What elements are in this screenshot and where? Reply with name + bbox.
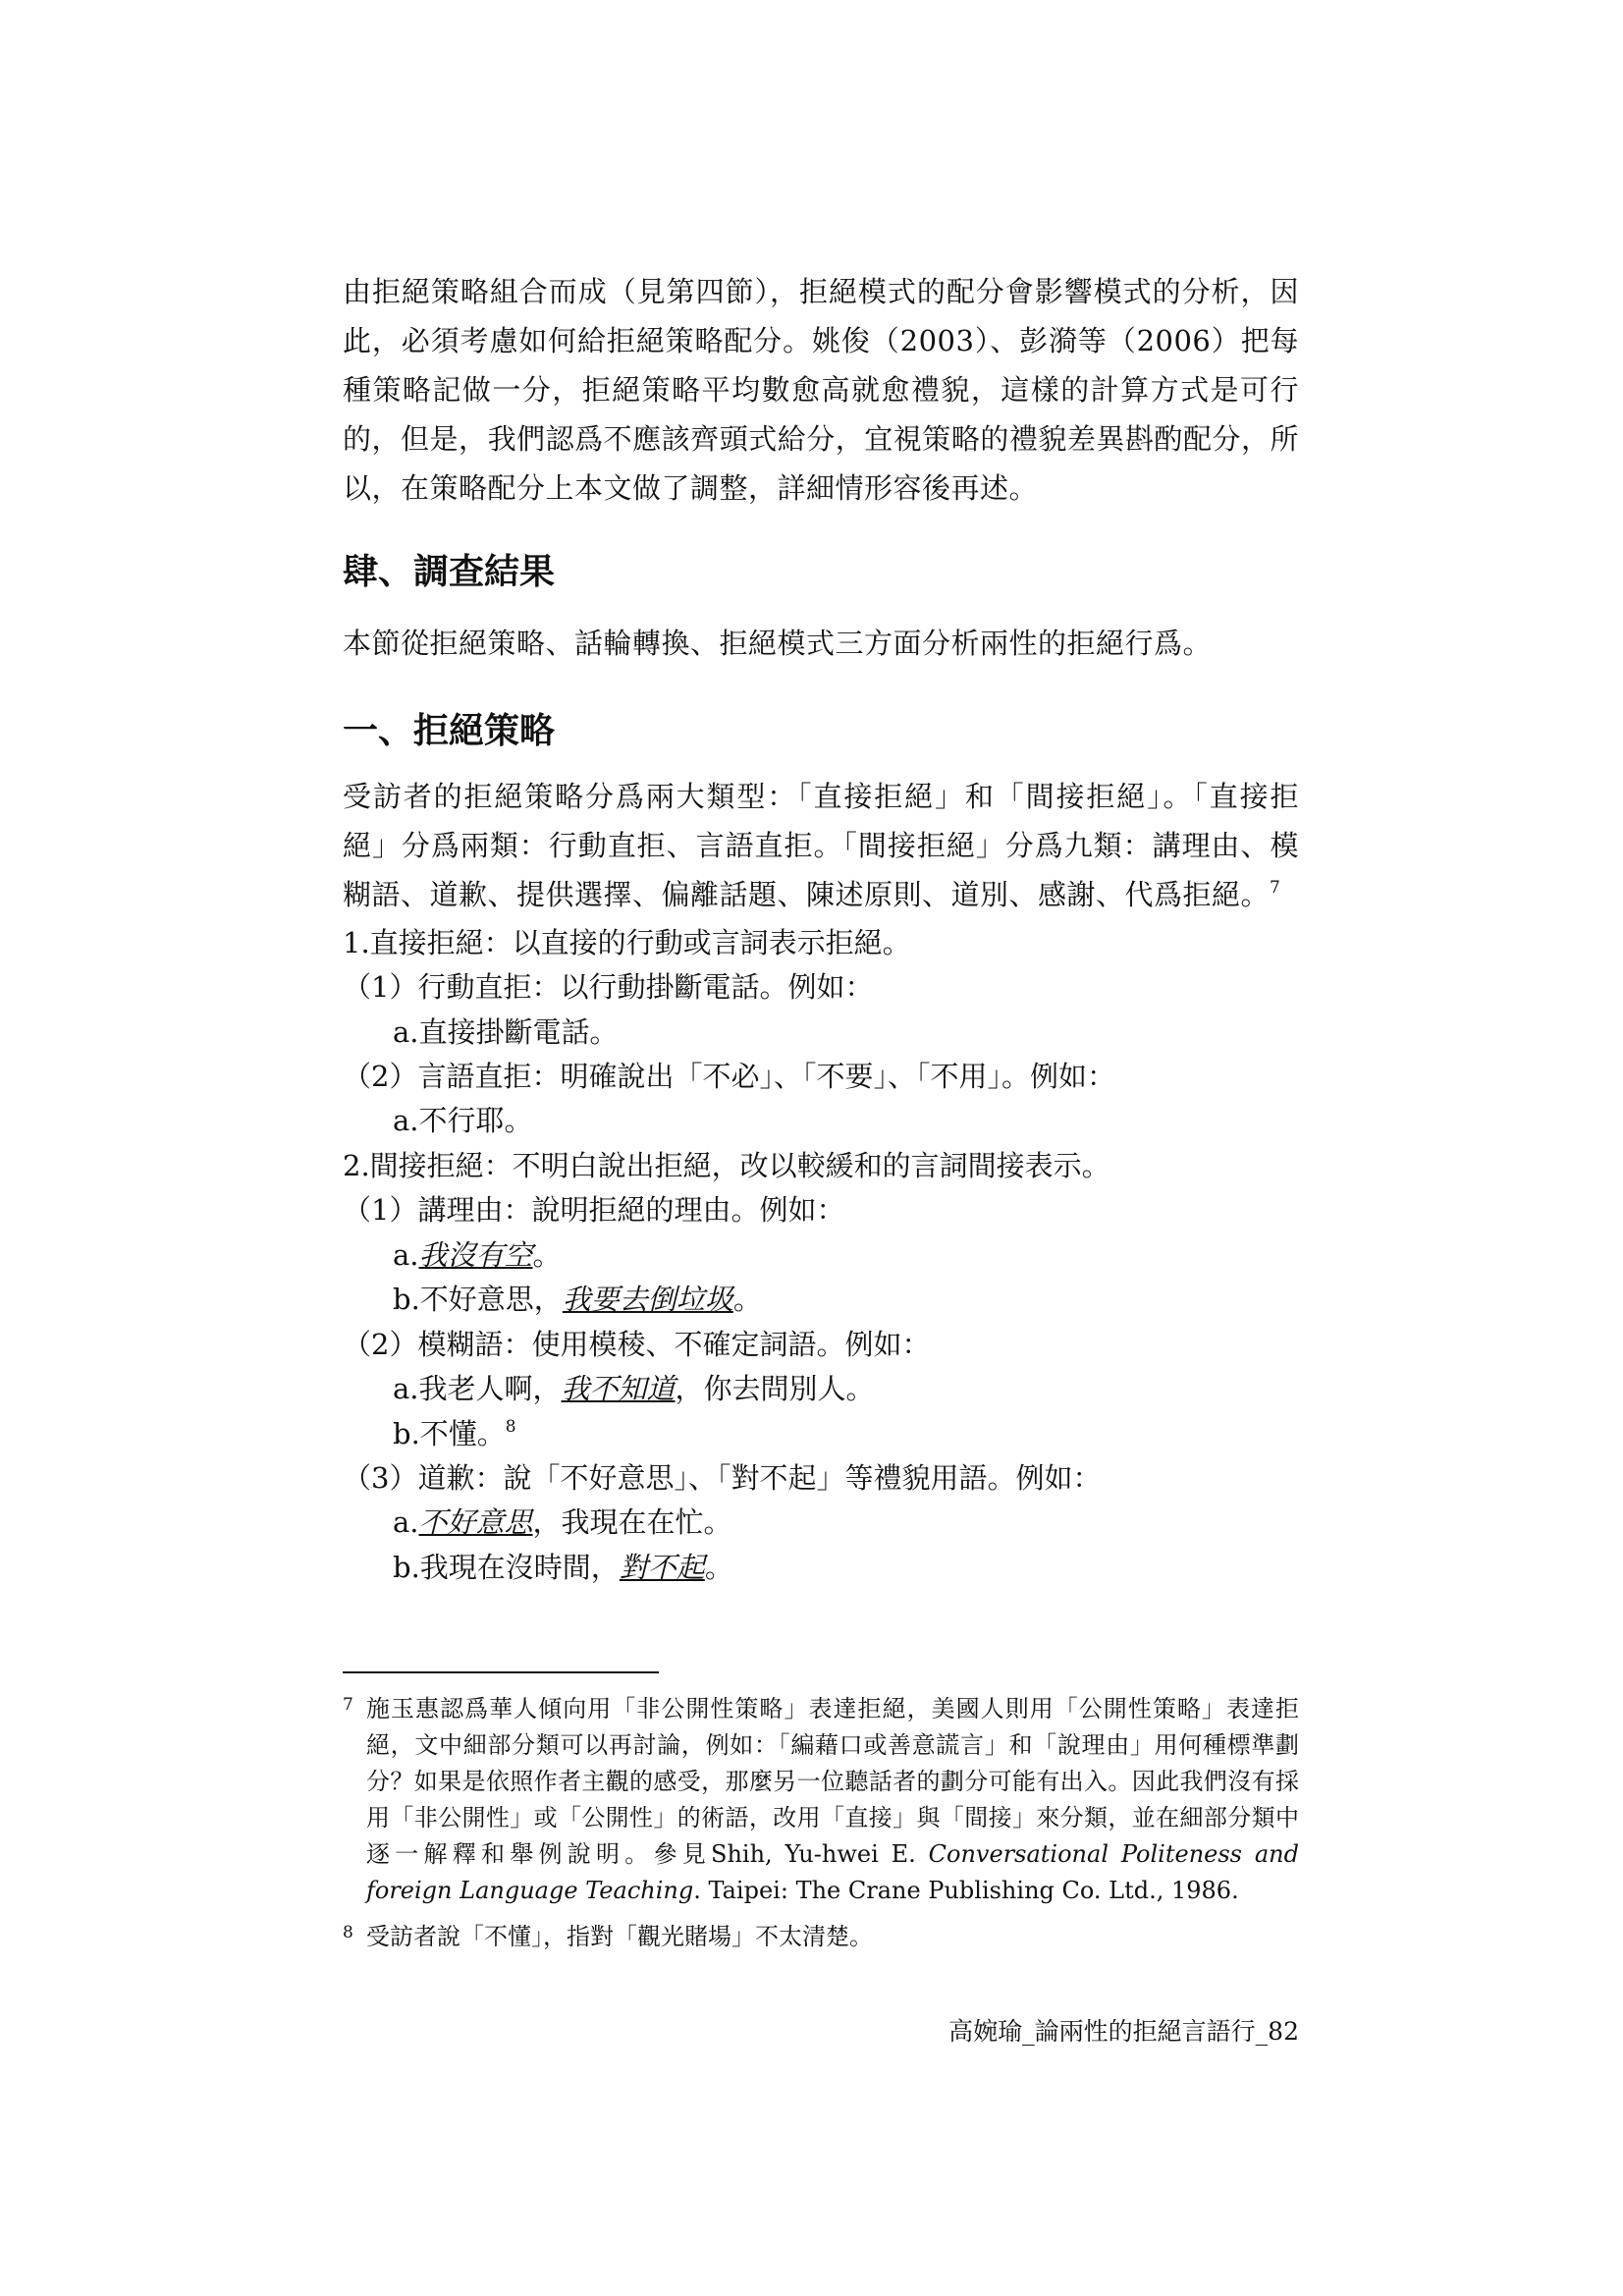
verbal-refusal-example-a: a.不行耶。 [393,1104,533,1137]
strategy-paragraph-text: 受訪者的拒絕策略分爲兩大類型：「直接拒絕」和「間接拒絕」。「直接拒絕」分爲兩類：行動直拒、言語直拒。「間接拒絕」分爲九類：講理由、模糊語、道歉、提供選擇、偏離話題、陳述原則、道別、感謝、代爲拒絕。 [343,780,1299,911]
vague-language-title: （2）模糊語：使用模稜、不確定詞語。例如： [343,1328,931,1361]
section-4-intro: 本節從拒絕策略、話輪轉換、拒絕模式三方面分析兩性的拒絕行爲。 [343,627,1213,660]
action-refusal-title: （1）行動直拒：以行動掛斷電話。例如： [343,970,874,1004]
direct-refusal-title: 1.直接拒絕：以直接的行動或言詞表示拒絕。 [343,926,911,959]
vague-example-a: a.我老人啊，我不知道，你去問別人。 [393,1372,875,1405]
apology-example-a: a.不好意思，我現在在忙。 [393,1505,732,1539]
footnote-separator [343,1671,659,1673]
verbal-refusal-title: （2）言語直拒：明確說出「不必」、「不要」、「不用」。例如： [343,1060,1115,1093]
cited-book-title: Conversational Politeness and foreign Language Teaching [366,1840,1299,1904]
reason-example-b: b.不好意思，我要去倒垃圾。 [393,1283,762,1316]
footnote-8-text: 受訪者說「不懂」，指對「觀光賭場」不太清楚。 [366,1923,873,1950]
footnote-ref-8: 8 [505,1417,516,1437]
footnote-7-text: 施玉惠認爲華人傾向用「非公開性策略」表達拒絕，美國人則用「公開性策略」表達拒絕，文中細部分類可以再討論，例如：「編藉口或善意謊言」和「說理由」用何種標準劃分？如果是依照作者主觀的感受，那麼另一位聽話者的劃分可能有出入。因此我們沒有採用「非公開性」或「公開性」的術語，改用「直接」與「間接」來分類，並在細部分類中逐一解釋和舉例說明。參見Shih, Yu-hwei E. Conversational Politeness and foreign Language Teaching. Taipei: The Crane Publishing Co. Ltd., 1986. [366,1695,1299,1904]
reason-example-b-highlight: 我要去倒垃圾 [562,1283,733,1316]
footnote-ref-7: 7 [1270,878,1281,898]
footnote-7-number: 7 [343,1695,353,1715]
apology-example-b-highlight: 對不起 [619,1551,705,1584]
apology-example-a-highlight: 不好意思 [418,1505,533,1539]
reason-example-a: a.我沒有空。 [393,1238,562,1272]
action-refusal-example-a: a.直接掛斷電話。 [393,1015,619,1049]
section-4-heading: 肆、調查結果 [343,551,556,592]
footnote-8-number: 8 [343,1923,353,1942]
apology-example-b: b.我現在沒時間，對不起。 [393,1551,733,1584]
reason-example-a-highlight: 我沒有空 [418,1238,533,1272]
intro-paragraph: 由拒絕策略組合而成（見第四節），拒絕模式的配分會影響模式的分析，因此，必須考慮如何給拒絕策略配分。姚俊（2003）、彭漪等（2006）把每種策略記做一分，拒絕策略平均數愈高就愈禮貌，這樣的計算方式是可行的，但是，我們認爲不應該齊頭式給分，宜視策略的禮貌差異斟酌配分，所以，在策略配分上本文做了調整，詳細情形容後再述。 [343,275,1299,505]
reason-title: （1）講理由：說明拒絕的理由。例如： [343,1193,845,1227]
footnote-7 [343,1691,1299,1909]
vague-example-b: b.不懂。$^8$ [393,1417,516,1450]
apology-title: （3）道歉：說「不好意思」、「對不起」等禮貌用語。例如： [343,1461,1102,1495]
footnote-8 [343,1919,1299,1955]
indirect-refusal-title: 2.間接拒絕：不明白說出拒絕，改以較緩和的言詞間接表示。 [343,1149,1110,1182]
vague-example-a-highlight: 我不知道 [561,1372,676,1405]
subsection-1-heading: 一、拒絕策略 [343,710,556,751]
strategy-paragraph [343,772,1299,919]
page-footer: 高婉瑜_論兩性的拒絕言語行_82 [948,2017,1299,2046]
